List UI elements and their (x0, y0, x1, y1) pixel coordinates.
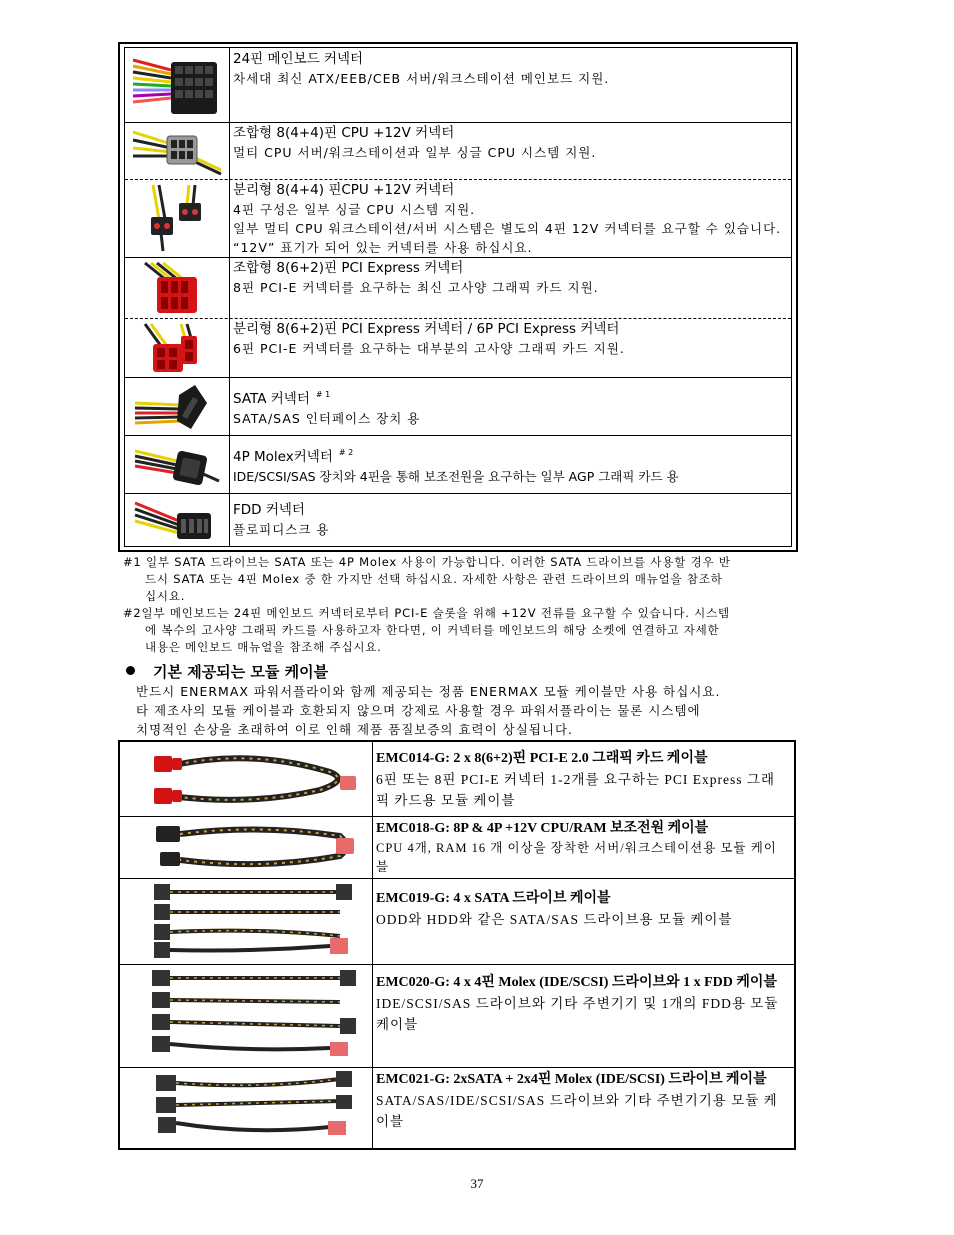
sata-molex-cable-icon (140, 1071, 360, 1145)
pcie-6plus2-split-connector-icon (131, 322, 223, 376)
cpu-8pin-combined-connector-icon (131, 126, 223, 176)
section-intro: 반드시 ENERMAX 파워서플라이와 함께 제공되는 정품 ENERMAX 모듈 케이블만 사용 하십시요. 타 제조사의 모듈 케이블과 호환되지 않으며 강제로 사용할 경우 파워서플라이는 물론 시스템에 치명적인 손상을 초래하여 이로 인해 제품 품질보증의 효력이 상실됩니다. (136, 684, 721, 737)
cable-title: EMC020-G: 4 x 4핀 Molex (IDE/SCSI) 드라이브와 1 x FDD 케이블 (376, 975, 777, 990)
footnote-1: #1 일부 SATA 드라이브는 SATA 또는 4P Molex 사용이 가능합니다. 이러한 SATA 드라이브를 사용할 경우 반 드시 SATA 또는 4핀 Molex 중 한 가지만 선택 하십시요. 자세한 사항은 관련 드라이브의 매뉴얼을 참조하 십시요. (123, 555, 731, 603)
cable-row (120, 1067, 794, 1148)
connector-row (125, 318, 791, 378)
connector-title: 조합형 8(4+4)핀 CPU +12V 커넥터 (233, 125, 455, 141)
fdd-connector-icon (131, 497, 223, 549)
cable-desc: 6핀 또는 8핀 PCI-E 커넥터 1-2개를 요구하는 PCI Express 그래픽 카드용 모듈 케이블 (376, 772, 775, 808)
connector-title: SATA 커넥터 $^{\# 1}$ (233, 390, 331, 407)
connector-row (125, 493, 791, 551)
connector-desc: IDE/SCSI/SAS 장치와 4핀을 통해 보조전원을 요구하는 일부 AGP 그래픽 카드 용 (233, 469, 679, 484)
cable-row (120, 878, 794, 965)
footnote-2: #2일부 메인보드는 24핀 메인보드 커넥터로부터 PCI-E 슬롯을 위해 +12V 전류를 요구할 수 있습니다. 시스템 에 복수의 고사양 그래픽 카드를 사용하고자 한다면, 이 커넥터를 메인보드의 해당 소켓에 연결하고 자세한 내용은 메인보드 매뉴얼을 참조해 주십시요. (123, 606, 730, 654)
pcie-cable-icon (140, 746, 360, 812)
connector-row (125, 435, 791, 494)
connector-title: 24핀 메인보드 커넥터 (233, 51, 364, 67)
cable-desc: IDE/SCSI/SAS 드라이브와 기타 주변기기 및 1개의 FDD용 모듈 케이블 (376, 996, 779, 1032)
connector-desc: 6핀 PCI-E 커넥터를 요구하는 대부분의 고사양 그래픽 카드 지원. (233, 341, 625, 356)
connector-title: 분리형 8(4+4) 핀CPU +12V 커넥터 (233, 182, 455, 198)
connector-desc: 8핀 PCI-E 커넥터를 요구하는 최신 고사양 그래픽 카드 지원. (233, 280, 599, 295)
connector-desc: 플로피디스크 용 (233, 522, 330, 537)
connector-title: 4P Molex커넥터 $^{\# 2}$ (233, 448, 354, 465)
cable-row (120, 964, 794, 1068)
page-number: 37 (470, 1176, 484, 1191)
cable-row (120, 742, 794, 817)
connector-row (125, 257, 791, 319)
connector-title: 조합형 8(6+2)핀 PCI Express 커넥터 (233, 260, 464, 276)
sata-connector-icon (131, 381, 223, 433)
connector-desc: 멀티 CPU 서버/워크스테이션과 일부 싱글 CPU 시스템 지원. (233, 145, 597, 160)
cpu-ram-cable-icon (140, 820, 360, 874)
cable-desc: SATA/SAS/IDE/SCSI/SAS 드라이브와 기타 주변기기용 모듈 케이블 (376, 1093, 778, 1129)
connector-title: FDD 커넥터 (233, 502, 305, 518)
molex-4pin-connector-icon (131, 439, 223, 491)
footnote-ref: # 2 (338, 448, 354, 457)
pcie-8pin-combined-connector-icon (131, 261, 223, 317)
cable-desc: CPU 4개, RAM 16 개 이상을 장착한 서버/워크스테이션용 모듈 케이블 (376, 841, 777, 874)
cable-title: EMC014-G: 2 x 8(6+2)핀 PCI-E 2.0 그래픽 카드 케이블 (376, 751, 708, 766)
connector-table (118, 42, 798, 552)
cable-title: EMC018-G: 8P & 4P +12V CPU/RAM 보조전원 케이블 (376, 821, 709, 836)
connector-row (125, 122, 791, 180)
modular-cable-table (118, 740, 796, 1150)
bullet-icon (126, 666, 135, 675)
molex-fdd-cable-icon (140, 968, 360, 1063)
cable-title: EMC019-G: 4 x SATA 드라이브 케이블 (376, 891, 611, 906)
cable-desc: ODD와 HDD와 같은 SATA/SAS 드라이브용 모듈 케이블 (376, 912, 733, 927)
sata-cable-icon (140, 882, 360, 960)
connector-desc: 4핀 구성은 일부 싱글 CPU 시스템 지원. 일부 멀티 CPU 워크스테이션/서버 시스템은 별도의 4핀 12V 커넥터를 요구할 수 있습니다. “12V” 표기가 되어 있는 커넥터를 사용 하십시요. (233, 202, 782, 255)
connector-desc: SATA/SAS 인터페이스 장치 용 (233, 411, 421, 426)
section-heading: 기본 제공되는 모듈 케이블 (126, 662, 328, 682)
cable-title: EMC021-G: 2xSATA + 2x4핀 Molex (IDE/SCSI) 드라이브 케이블 (376, 1072, 767, 1087)
connector-row (125, 377, 791, 436)
connector-row (125, 179, 791, 258)
footnote-ref: # 1 (315, 390, 331, 399)
connector-desc: 차세대 최신 ATX/EEB/CEB 서버/워크스테이션 메인보드 지원. (233, 71, 610, 86)
cable-row (120, 816, 794, 879)
cpu-4plus4-split-connector-icon (131, 183, 223, 253)
atx-24pin-connector-icon (131, 52, 223, 118)
connector-title: 분리형 8(6+2)핀 PCI Express 커넥터 / 6P PCI Express 커넥터 (233, 321, 620, 337)
connector-row (125, 48, 791, 123)
